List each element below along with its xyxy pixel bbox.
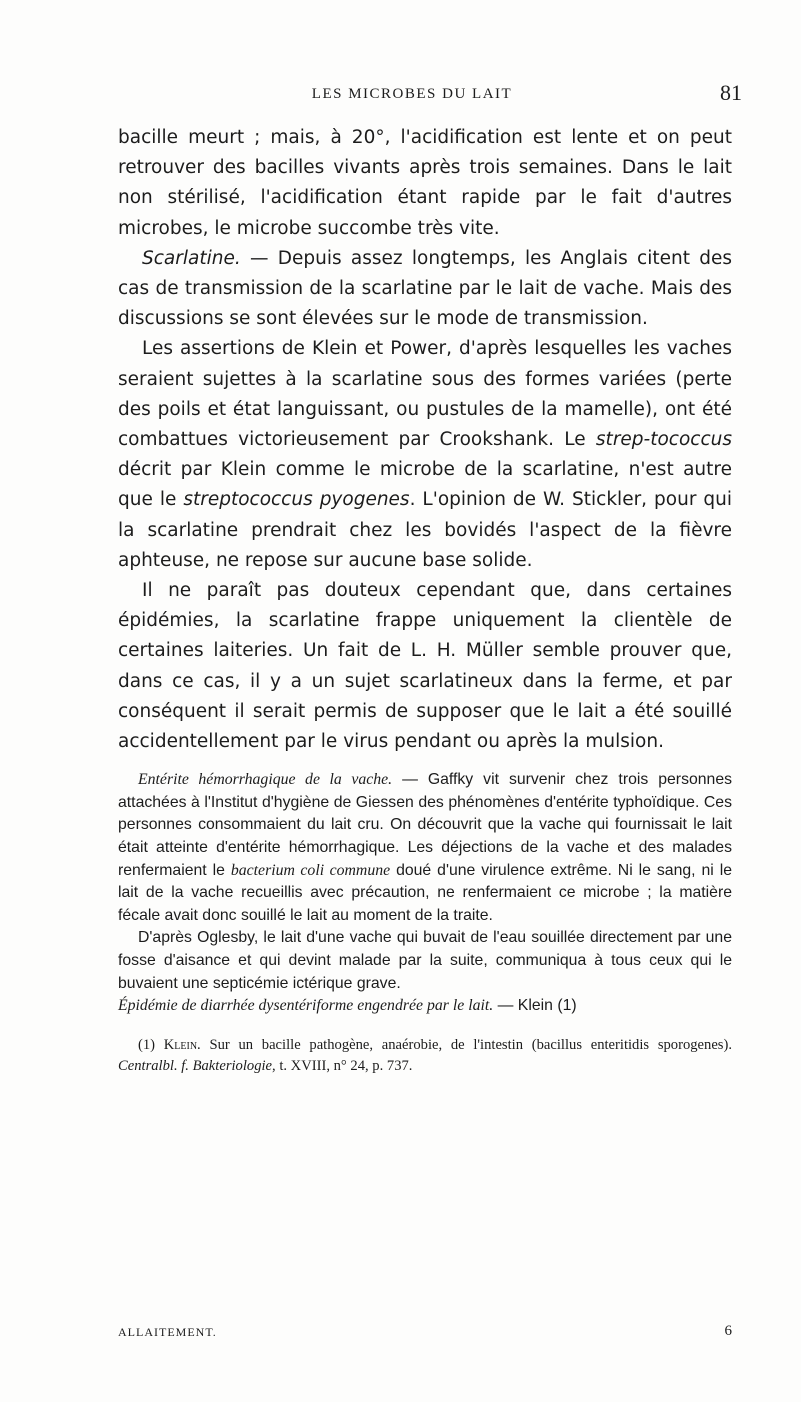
paragraph-4 [118, 576, 732, 757]
footnote-text-b: , t. XVIII, n° 24, p. 737. [272, 1057, 413, 1074]
small-paragraph-1-text-b: doué d'une virulence extrême. Ni le sang, ni le lait de la vache recueillis avec précaution, ne renfermaient ce microbe ; la matière fécale avait donc souillé le lait au moment de la traite. [118, 861, 733, 924]
paragraph-2-text: — Depuis assez longtemps, les Anglais citent des cas de transmission de la scarlatine par le lait de vache. Mais des discussions se sont élevées sur le mode de transmission. [118, 247, 732, 330]
main-text [118, 123, 732, 1077]
footnote-text-a: Sur un bacille pathogène, anaérobie, de l'intestin (bacillus enteritidis sporogenes). [200, 1036, 732, 1053]
signature-mark: ALLAITEMENT. [118, 1325, 217, 1339]
section-heading-epidemie: Épidémie de diarrhée dysentériforme engendrée par le lait. [118, 997, 494, 1015]
footnote-author: Klein. [163, 1036, 201, 1053]
footnote-marker: (1) [138, 1036, 164, 1053]
paragraph-4-text: Il ne paraît pas douteux cependant que, dans certaines épidémies, la scarlatine frappe uniquement la clientèle de certaines laiteries. Un fait de L. H. Müller semble prouver que, dans ce cas, il y a un sujet scarlatineux dans la ferme, et par conséquent il serait permis de supposer que le lait a été souillé accidentellement par le virus pendant ou après la mulsion. [118, 580, 732, 753]
signature-line [118, 1325, 732, 1347]
paragraph-3-text-b: décrit par Klein comme le microbe de la scarlatine, n'est autre que le [118, 459, 732, 511]
paragraph-3-text-c: . L'opinion de W. Stickler, pour qui la scarlatine prendrait chez les bovidés l'aspect de la fièvre aphteuse, ne repose sur aucune base solide. [118, 489, 733, 571]
paragraph-3-text-a: Les assertions de Klein et Power, d'après lesquelles les vaches seraient sujettes à la scarlatine sous des formes variées (perte des poils et état languissant, ou pustules de la mamelle), ont été combattues victorieusement par Crookshank. Le [118, 338, 732, 451]
small-paragraph-enterite [118, 769, 732, 927]
species-name-bacterium-coli: bacterium coli commune [230, 861, 391, 879]
small-paragraph-2-text-b: — Klein (1) [493, 997, 577, 1015]
footnote [118, 1035, 732, 1077]
paragraph-3 [118, 334, 732, 576]
paragraph-scarlatine [118, 244, 732, 335]
section-heading-enterite: Entérite hémorrhagique de la vache. [138, 771, 393, 789]
small-paragraph-1-text-a: — Gaffky vit survenir chez trois personnes attachées à l'Institut d'hygiène de Giessen des phénomènes d'entérite typhoïdique. Ces personnes consommaient du lait cru. On découvrit que la vache qui fournissait le lait était atteinte d'entérite hémorrhagique. Les déjections de la vache et des malades renfermaient le [118, 771, 733, 879]
page-number: 81 [720, 80, 742, 105]
small-paragraph-2-text-a: D'après Oglesby, le lait d'une vache qui buvait de l'eau souillée directement par une fosse d'aisance et qui devint malade par la suite, communiqua à tous ceux qui le buvaient une septicémie ictérique grave. [118, 929, 732, 992]
section-heading-scarlatine: Scarlatine. [142, 247, 241, 269]
spacer [118, 1018, 732, 1035]
running-head [82, 80, 742, 114]
spacer [118, 757, 732, 769]
signature-number: 6 [724, 1323, 732, 1339]
small-paragraph-oglesby [118, 927, 732, 1017]
footnote-journal: Centralbl. f. Bakteriologie [118, 1057, 273, 1074]
running-title: LES MICROBES DU LAIT [311, 86, 513, 102]
paragraph-1 [118, 123, 732, 244]
paragraph-1-text: bacille meurt ; mais, à 20°, l'acidification est lente et on peut retrouver des bacilles vivants après trois semaines. Dans le lait non stérilisé, l'acidification étant rapide par le fait d'autres microbes, le microbe succombe très vite. [118, 127, 732, 239]
species-name-streptococcus: strep-tococcus [595, 429, 732, 451]
species-name-streptococcus-pyogenes: streptococcus pyogenes [183, 489, 410, 511]
